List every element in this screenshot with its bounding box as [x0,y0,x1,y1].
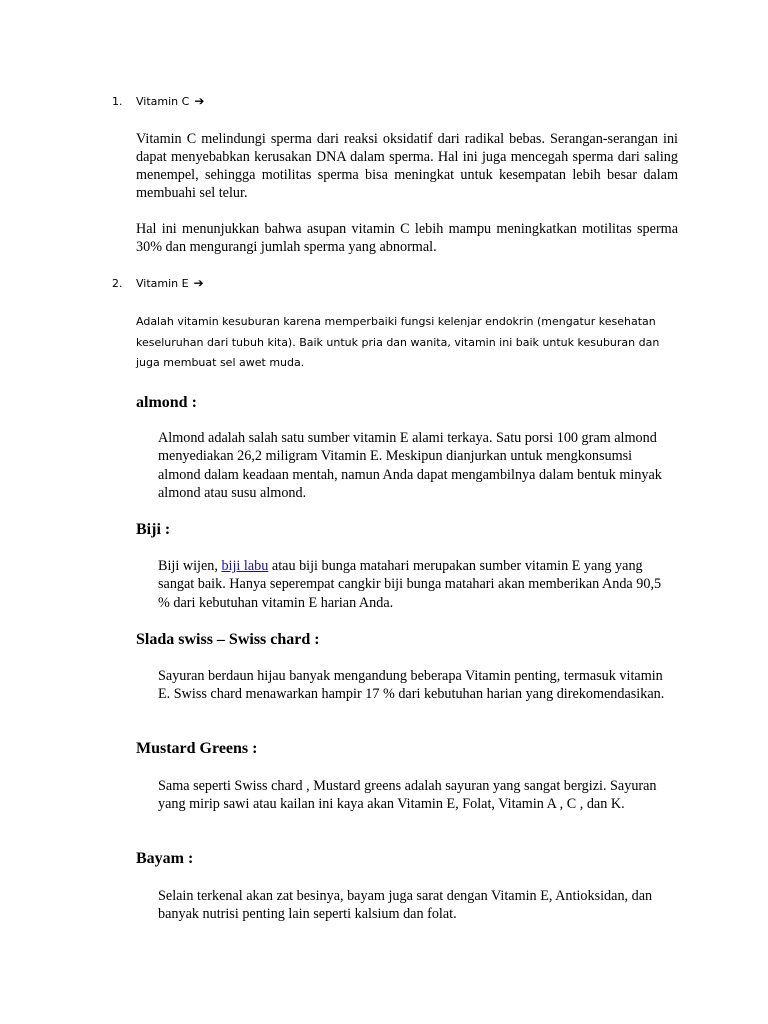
section-heading-mustard-greens: Mustard Greens : [136,740,258,757]
vitamin-e-description: Adalah vitamin kesuburan karena memperbaiki fungsi kelenjar endokrin (mengatur kesehatan keseluruhan dari tubuh kita). Baik untuk pria dan wanita, vitamin ini baik untuk kesuburan dan juga membuat sel awet muda. [136,315,660,369]
bayam-paragraph: Selain terkenal akan zat besinya, bayam juga sarat dengan Vitamin E, Antioksidan, dan banyak nutrisi penting lain seperti kalsium dan folat. [158,888,653,923]
vitamin-c-paragraph-2: Hal ini menunjukkan bahwa asupan vitamin C lebih mampu meningkatkan motilitas sperma 30% dan mengurangi jumlah sperma yang abnormal. [136,221,678,255]
almond-paragraph: Almond adalah salah satu sumber vitamin E alami terkaya. Satu porsi 100 gram almond menyediakan 26,2 miligram Vitamin E. Meskipun dianjurkan untuk mengkonsumsi almond dalam keadaan mentah, namun Anda dapat mengambilnya dalam bentuk minyak almond atau susu almond. [158,430,662,501]
swiss-chard-paragraph: Sayuran berdaun hijau banyak mengandung beberapa Vitamin penting, termasuk vitamin E. Swiss chard menawarkan hampir 17 % dari kebutuhan harian yang direkomendasikan. [158,668,665,703]
list-number: 2. [112,276,123,290]
vitamin-c-paragraph-1: Vitamin C melindungi sperma dari reaksi oksidatif dari radikal bebas. Serangan-serangan ini dapat menyebabkan kerusakan DNA dalam sperma. Hal ini juga mencegah sperma dari saling menempel, sehingga motilitas sperma bisa meningkat untuk kesempatan lebih besar dalam membuahi sel telur. [136,131,678,201]
list-item-vitamin-e [112,276,204,290]
list-title: Vitamin E [136,276,189,290]
biji-paragraph [158,557,668,612]
section-heading-biji: Biji : [136,521,171,538]
biji-text-before: Biji wijen, [158,558,222,574]
mustard-greens-paragraph: Sama seperti Swiss chard , Mustard greens adalah sayuran yang sangat bergizi. Sayuran yang mirip sawi atau kailan ini kaya akan Vitamin E, Folat, Vitamin A , C , dan K. [158,778,657,813]
section-heading-swiss-chard: Slada swiss – Swiss chard : [136,631,320,648]
arrow-right-icon: ➔ [193,276,204,290]
arrow-right-icon: ➔ [194,94,205,108]
section-heading-almond: almond : [136,394,197,411]
list-item-vitamin-c [112,94,204,108]
list-number: 1. [112,94,123,108]
biji-labu-link[interactable]: biji labu [221,558,269,574]
biji-text-after: atau biji bunga matahari merupakan sumber vitamin E yang yang sangat baik. Hanya seperempat cangkir biji bunga matahari akan memberikan Anda 90,5 % dari kebutuhan vitamin E harian Anda. [158,558,662,611]
list-title: Vitamin C [136,94,190,108]
section-heading-bayam: Bayam : [136,850,194,867]
